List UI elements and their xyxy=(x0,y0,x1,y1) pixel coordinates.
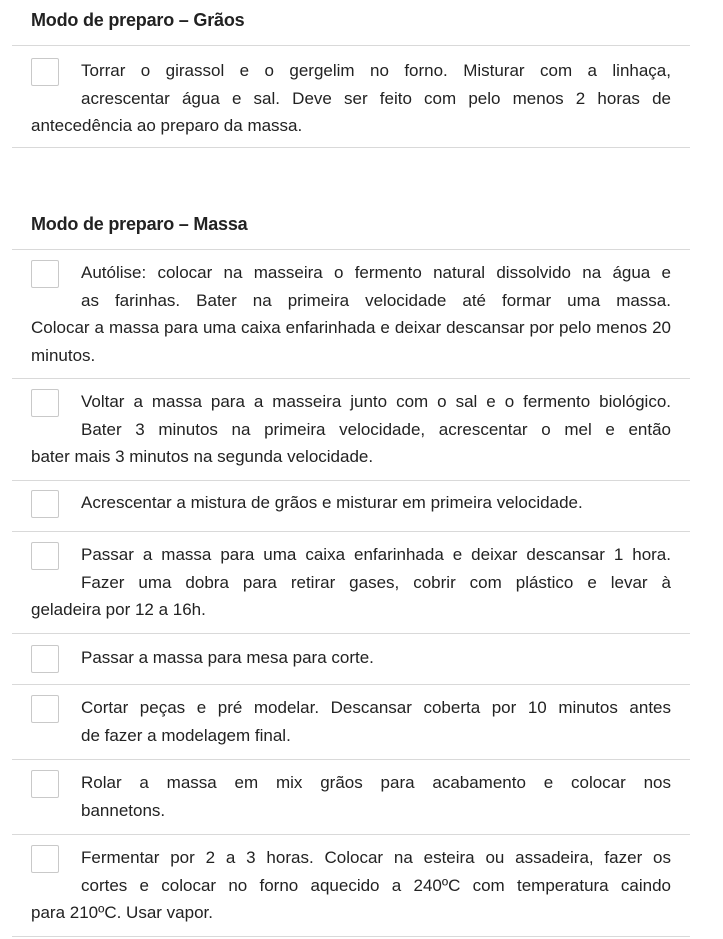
step-checkbox[interactable] xyxy=(31,490,59,518)
step-item-massa-8 xyxy=(31,844,671,927)
step-text-indent: bannetons. xyxy=(81,800,166,820)
step-text-indent: cortes e colocar no forno aquecido a 240ºC com temperatura caindo xyxy=(81,875,671,895)
step-item-massa-6 xyxy=(31,694,671,749)
divider xyxy=(12,759,690,760)
divider xyxy=(12,633,690,634)
step-checkbox[interactable] xyxy=(31,58,59,86)
step-text-lead: Cortar peças e pré modelar. Descansar coberta por 10 minutos antes xyxy=(81,698,671,717)
divider xyxy=(12,249,690,250)
step-text-indent: as farinhas. Bater na primeira velocidade até formar uma massa. xyxy=(81,290,671,310)
step-item-massa-4 xyxy=(31,541,671,624)
step-text-lead: Acrescentar a mistura de grãos e misturar em primeira velocidade. xyxy=(81,493,583,512)
step-text-indent: Bater 3 minutos na primeira velocidade, acrescentar o mel e então xyxy=(81,419,671,439)
section-title-graos: Modo de preparo – Grãos xyxy=(31,10,245,30)
step-checkbox[interactable] xyxy=(31,645,59,673)
step-checkbox[interactable] xyxy=(31,260,59,288)
divider xyxy=(12,147,690,148)
step-item-massa-1 xyxy=(31,259,671,369)
step-checkbox[interactable] xyxy=(31,542,59,570)
divider xyxy=(12,834,690,835)
step-text-lead: Voltar a massa para a masseira junto com o sal e o fermento biológico. xyxy=(81,392,671,411)
divider xyxy=(12,684,690,685)
divider xyxy=(12,936,690,937)
step-item-graos-1 xyxy=(31,57,671,140)
divider xyxy=(12,378,690,379)
step-text-lead: Fermentar por 2 a 3 horas. Colocar na esteira ou assadeira, fazer os xyxy=(81,848,671,867)
step-item-massa-3 xyxy=(31,489,671,518)
step-text-rest: para 210ºC. Usar vapor. xyxy=(31,903,213,922)
step-text-lead: Rolar a massa em mix grãos para acabamento e colocar nos xyxy=(81,773,671,792)
divider xyxy=(12,45,690,46)
step-text-lead: Passar a massa para mesa para corte. xyxy=(81,648,374,667)
divider xyxy=(12,531,690,532)
step-text-lead: Passar a massa para uma caixa enfarinhada e deixar descansar 1 hora. xyxy=(81,545,671,564)
divider xyxy=(12,480,690,481)
step-text-rest: geladeira por 12 a 16h. xyxy=(31,600,206,619)
step-checkbox[interactable] xyxy=(31,770,59,798)
step-text-indent: Fazer uma dobra para retirar gases, cobrir com plástico e levar à xyxy=(81,572,671,592)
step-checkbox[interactable] xyxy=(31,845,59,873)
step-text-indent: de fazer a modelagem final. xyxy=(81,725,291,745)
section-title-massa: Modo de preparo – Massa xyxy=(31,214,248,234)
step-text-indent: acrescentar água e sal. Deve ser feito com pelo menos 2 horas de xyxy=(81,88,671,108)
step-checkbox[interactable] xyxy=(31,389,59,417)
step-text-lead: Torrar o girassol e o gergelim no forno. Misturar com a linhaça, xyxy=(81,61,671,80)
step-item-massa-7 xyxy=(31,769,671,824)
step-text-rest: Colocar a massa para uma caixa enfarinhada e deixar descansar por pelo menos 20 minutos. xyxy=(31,318,671,365)
step-text-lead: Autólise: colocar na masseira o fermento natural dissolvido na água e xyxy=(81,263,671,282)
step-text-rest: antecedência ao preparo da massa. xyxy=(31,116,303,135)
step-item-massa-2 xyxy=(31,388,671,471)
step-checkbox[interactable] xyxy=(31,695,59,723)
step-text-rest: bater mais 3 minutos na segunda velocidade. xyxy=(31,447,374,466)
step-item-massa-5 xyxy=(31,644,671,673)
